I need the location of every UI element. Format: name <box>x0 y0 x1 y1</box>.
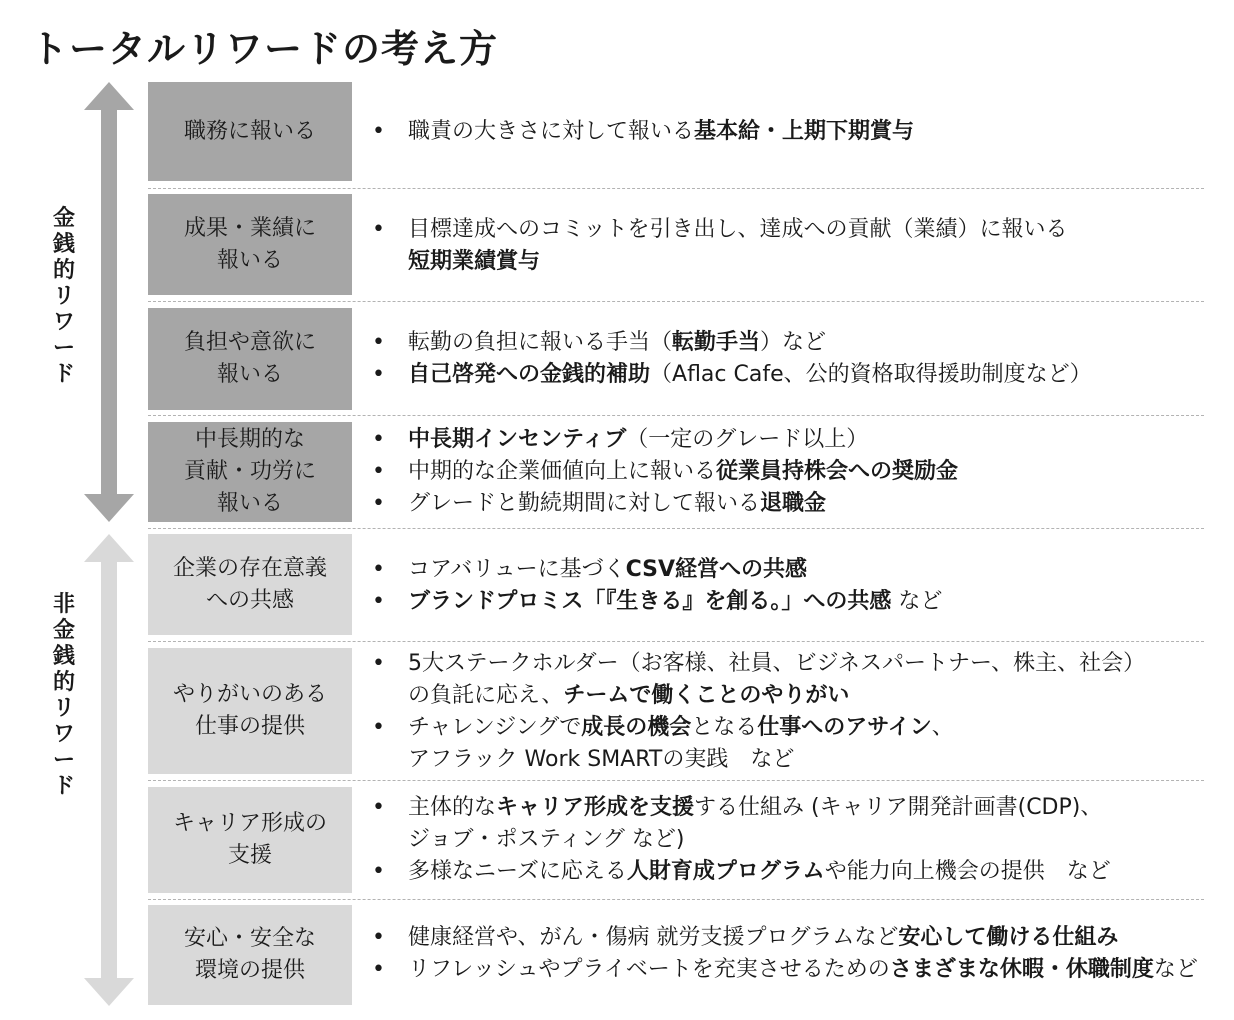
row-divider <box>148 415 1204 416</box>
category-safety: 安心・安全な 環境の提供 <box>148 905 352 1005</box>
bullet-item: • 健康経営や、がん・傷病 就労支援プログラムなど安心して働ける仕組み <box>372 925 1119 950</box>
row-divider <box>148 641 1204 642</box>
bullet-item: • 中長期インセンティブ（一定のグレード以上） <box>372 427 869 452</box>
bullet-item: • コアバリューに基づくCSV経営への共感 <box>372 557 808 582</box>
bullet-item: • チャレンジングで成長の機会となる仕事へのアサイン、 <box>372 715 954 740</box>
bullets-long-term <box>372 424 958 520</box>
nonfinancial-reward-label: 非 金 銭 的 リ ワ ー ド <box>52 592 75 799</box>
page-title: トータルリワードの考え方 <box>30 27 499 71</box>
bullets-results: • 目標達成へのコミットを引き出し、達成への貢献（業績）に報いる 短期業績賞与 <box>372 214 1068 278</box>
row-divider <box>148 528 1204 529</box>
nonfinancial-arrow <box>84 534 134 1006</box>
bullets-purpose <box>372 554 942 618</box>
bullet-item: • 多様なニーズに応える人財育成プログラムや能力向上機会の提供 など <box>372 859 1111 884</box>
bullet-item: • 中期的な企業価値向上に報いる従業員持株会への奨励金 <box>372 459 959 484</box>
bullet-item: • 転勤の負担に報いる手当（転勤手当）など <box>372 330 827 355</box>
category-burden: 負担や意欲に 報いる <box>148 308 352 410</box>
category-results: 成果・業績に 報いる <box>148 194 352 295</box>
bullets-career: • 主体的なキャリア形成を支援する仕組み (キャリア開発計画書(CDP)、 ジョブ・ポスティング など) • 多様なニーズに応える人財育成プログラムや能力向上機会の提供 など <box>372 792 1111 888</box>
financial-arrow <box>84 82 134 522</box>
category-purpose: 企業の存在意義 への共感 <box>148 534 352 635</box>
bullets-job-duties <box>372 116 914 148</box>
category-rewarding-work: やりがいのある 仕事の提供 <box>148 648 352 774</box>
row-divider <box>148 899 1204 900</box>
bullet-item: • グレードと勤続期間に対して報いる退職金 <box>372 491 827 516</box>
category-career: キャリア形成の 支援 <box>148 787 352 893</box>
category-job-duties: 職務に報いる <box>148 82 352 181</box>
bullets-burden <box>372 327 1092 391</box>
bullet-item: • リフレッシュやプライベートを充実させるためのさまざまな休暇・休職制度など <box>372 957 1198 982</box>
row-divider <box>148 301 1204 302</box>
bullet-item: • 自己啓発への金銭的補助（Aflac Cafe、公的資格取得援助制度など） <box>372 362 1092 387</box>
bullet-item: • 主体的なキャリア形成を支援する仕組み (キャリア開発計画書(CDP)、 <box>372 795 1103 820</box>
row-divider <box>148 188 1204 189</box>
bullet-item: • ブランドプロミス「『生きる』を創る。」への共感 など <box>372 589 943 614</box>
financial-reward-label: 金 銭 的 リ ワ ー ド <box>52 206 75 387</box>
bullets-safety <box>372 922 1198 986</box>
category-long-term: 中長期的な 貢献・功労に 報いる <box>148 422 352 522</box>
row-divider <box>148 780 1204 781</box>
bullet-item: • 職責の大きさに対して報いる基本給・上期下期賞与 <box>372 119 915 144</box>
bullet-item: • 5大ステークホルダー（お客様、社員、ビジネスパートナー、株主、社会） <box>372 651 1146 676</box>
bullets-rewarding-work: • 5大ステークホルダー（お客様、社員、ビジネスパートナー、株主、社会） の負託に応え、チームで働くことのやりがい • チャレンジングで成長の機会となる仕事へのアサイン、 アフラック Work SMARTの実践 など <box>372 648 1145 776</box>
bullet-item: • 目標達成へのコミットを引き出し、達成への貢献（業績）に報いる <box>372 217 1068 242</box>
